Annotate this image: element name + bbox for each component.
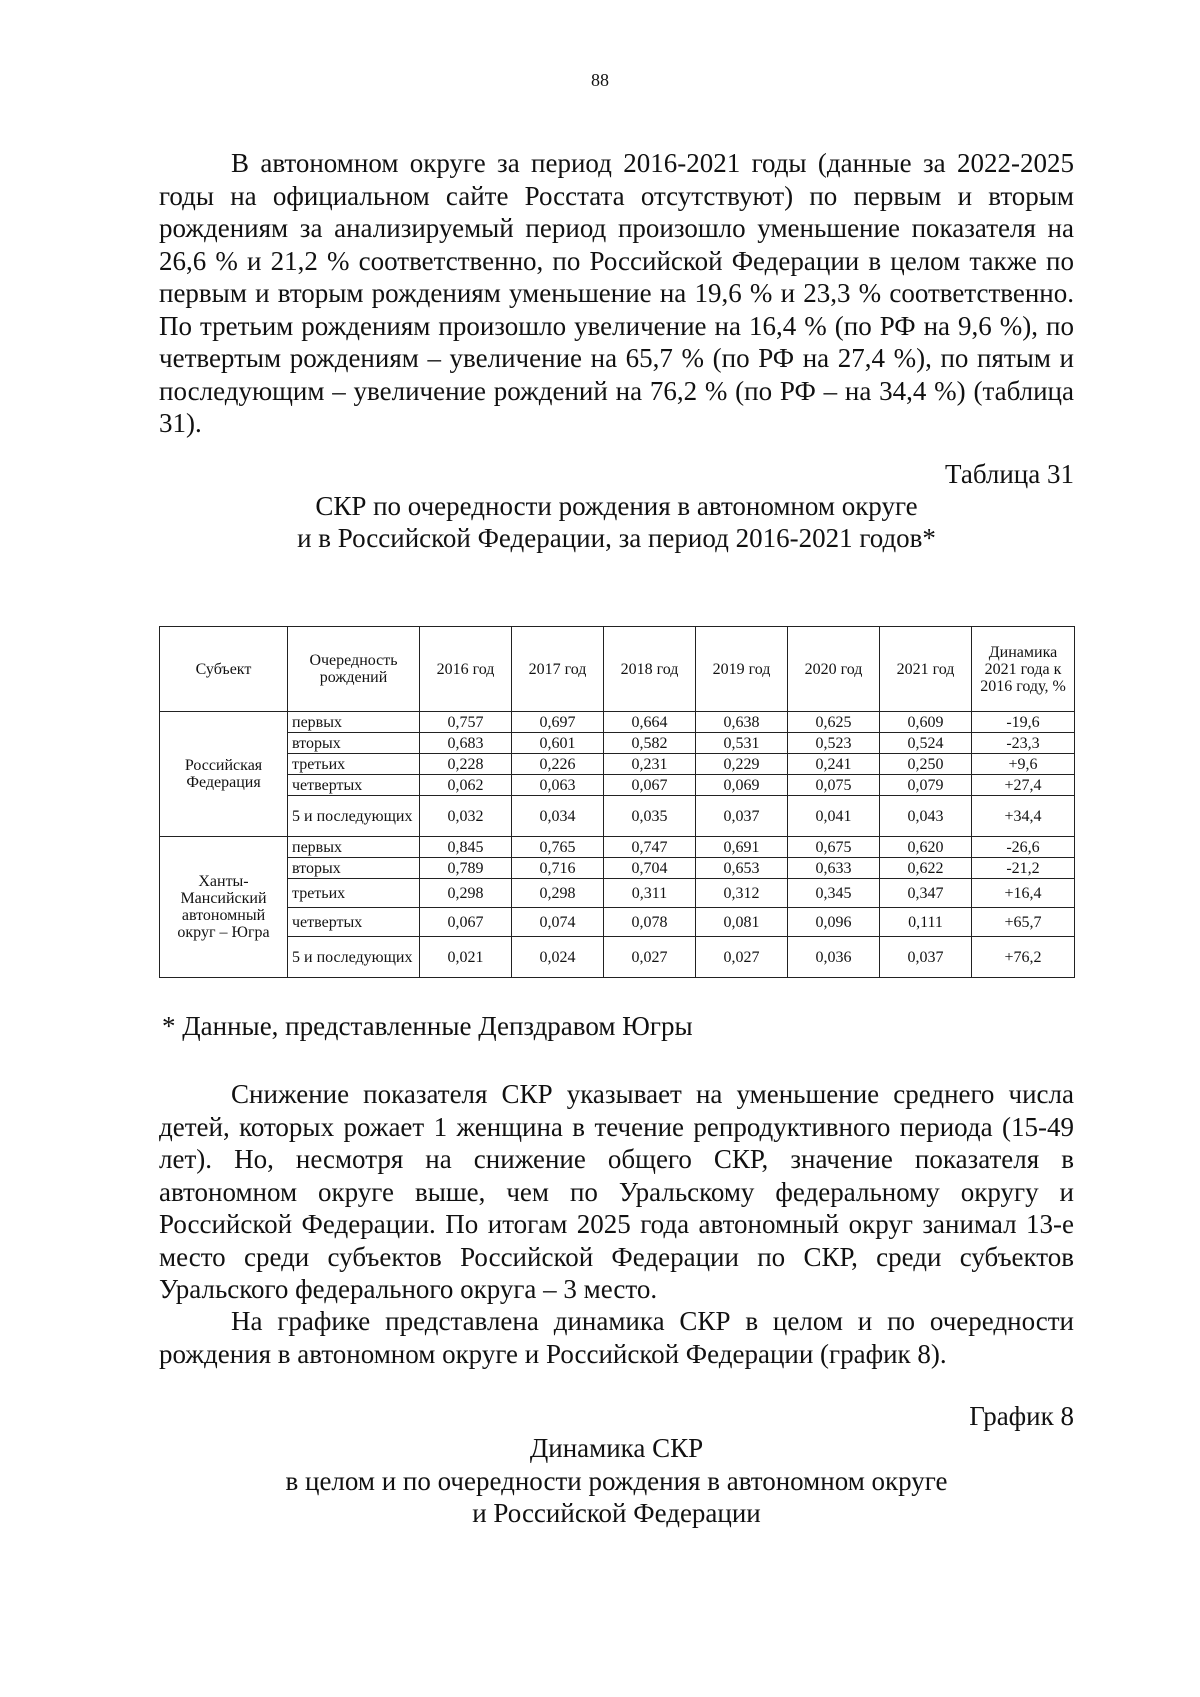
dynamics-cell: +9,6 [972, 754, 1075, 775]
dynamics-cell: -23,3 [972, 733, 1075, 754]
value-cell: 0,067 [604, 775, 696, 796]
value-cell: 0,311 [604, 879, 696, 908]
value-cell: 0,035 [604, 796, 696, 837]
table-row [160, 837, 1075, 858]
order-cell: четвертых [288, 775, 420, 796]
paragraph-analysis: Снижение показателя СКР указывает на уменьшение среднего числа детей, которых рожает 1 женщина в течение репродуктивного периода (15-49 лет). Но, несмотря на снижение общего СКР, значение показателя в автономном округе выше, чем по Уральскому федеральному округу и Российской Федерации. По итогам 2025 года автономный округ занимал 13-е место среди субъектов Российской Федерации по СКР, среди субъектов Уральского федерального округа – 3 место. [159, 1079, 1074, 1304]
column-header: 2021 год [880, 627, 972, 712]
column-header: 2019 год [696, 627, 788, 712]
value-cell: 0,622 [880, 858, 972, 879]
value-cell: 0,241 [788, 754, 880, 775]
value-cell: 0,032 [420, 796, 512, 837]
value-cell: 0,231 [604, 754, 696, 775]
value-cell: 0,524 [880, 733, 972, 754]
value-cell: 0,757 [420, 712, 512, 733]
value-cell: 0,229 [696, 754, 788, 775]
value-cell: 0,062 [420, 775, 512, 796]
value-cell: 0,250 [880, 754, 972, 775]
order-cell: третьих [288, 879, 420, 908]
table-row [160, 796, 1075, 837]
table-row [160, 937, 1075, 978]
value-cell: 0,691 [696, 837, 788, 858]
value-cell: 0,037 [880, 937, 972, 978]
table-row [160, 733, 1075, 754]
table-title-line2: и в Российской Федерации, за период 2016-2021 годов* [297, 523, 936, 553]
value-cell: 0,078 [604, 908, 696, 937]
dynamics-cell: +76,2 [972, 937, 1075, 978]
order-cell: третьих [288, 754, 420, 775]
table-row [160, 908, 1075, 937]
value-cell: 0,063 [512, 775, 604, 796]
subject-cell: Российская Федерация [160, 712, 288, 837]
column-header: Субъект [160, 627, 288, 712]
value-cell: 0,675 [788, 837, 880, 858]
table-label: Таблица 31 [945, 459, 1074, 489]
value-cell: 0,075 [788, 775, 880, 796]
order-cell: вторых [288, 858, 420, 879]
value-cell: 0,034 [512, 796, 604, 837]
value-cell: 0,067 [420, 908, 512, 937]
value-cell: 0,633 [788, 858, 880, 879]
value-cell: 0,069 [696, 775, 788, 796]
value-cell: 0,226 [512, 754, 604, 775]
value-cell: 0,531 [696, 733, 788, 754]
value-cell: 0,298 [420, 879, 512, 908]
order-cell: 5 и последующих [288, 796, 420, 837]
value-cell: 0,747 [604, 837, 696, 858]
value-cell: 0,037 [696, 796, 788, 837]
value-cell: 0,601 [512, 733, 604, 754]
value-cell: 0,079 [880, 775, 972, 796]
graph-label: График 8 [969, 1401, 1074, 1431]
value-cell: 0,111 [880, 908, 972, 937]
graph-title-line3: и Российской Федерации [472, 1498, 761, 1528]
value-cell: 0,620 [880, 837, 972, 858]
dynamics-cell: +27,4 [972, 775, 1075, 796]
value-cell: 0,523 [788, 733, 880, 754]
value-cell: 0,036 [788, 937, 880, 978]
value-cell: 0,704 [604, 858, 696, 879]
dynamics-cell: -26,6 [972, 837, 1075, 858]
column-header: 2020 год [788, 627, 880, 712]
order-cell: четвертых [288, 908, 420, 937]
table-row [160, 754, 1075, 775]
table-header-row [160, 627, 1075, 712]
value-cell: 0,021 [420, 937, 512, 978]
column-header: 2018 год [604, 627, 696, 712]
column-header: 2016 год [420, 627, 512, 712]
column-header: 2017 год [512, 627, 604, 712]
value-cell: 0,043 [880, 796, 972, 837]
column-header: Динамика 2021 года к 2016 году, % [972, 627, 1075, 712]
table-row [160, 775, 1075, 796]
dynamics-cell: +65,7 [972, 908, 1075, 937]
value-cell: 0,024 [512, 937, 604, 978]
value-cell: 0,096 [788, 908, 880, 937]
value-cell: 0,041 [788, 796, 880, 837]
order-cell: первых [288, 712, 420, 733]
value-cell: 0,347 [880, 879, 972, 908]
value-cell: 0,653 [696, 858, 788, 879]
value-cell: 0,312 [696, 879, 788, 908]
value-cell: 0,582 [604, 733, 696, 754]
column-header: Очередность рождений [288, 627, 420, 712]
order-cell: вторых [288, 733, 420, 754]
value-cell: 0,074 [512, 908, 604, 937]
value-cell: 0,027 [604, 937, 696, 978]
value-cell: 0,845 [420, 837, 512, 858]
value-cell: 0,789 [420, 858, 512, 879]
order-cell: первых [288, 837, 420, 858]
value-cell: 0,228 [420, 754, 512, 775]
value-cell: 0,765 [512, 837, 604, 858]
graph-title-line2: в целом и по очередности рождения в автономном округе [285, 1466, 948, 1496]
table-title-line1: СКР по очередности рождения в автономном округе [315, 491, 918, 521]
table-footnote: * Данные, представленные Депздравом Югры [162, 1011, 693, 1041]
graph-title-line1: Динамика СКР [529, 1433, 704, 1463]
dynamics-cell: +34,4 [972, 796, 1075, 837]
dynamics-cell: +16,4 [972, 879, 1075, 908]
value-cell: 0,625 [788, 712, 880, 733]
value-cell: 0,697 [512, 712, 604, 733]
value-cell: 0,638 [696, 712, 788, 733]
paragraph-graph-intro: На графике представлена динамика СКР в целом и по очередности рождения в автономном округе и Российской Федерации (график 8). [159, 1306, 1074, 1369]
page-number: 88 [591, 70, 609, 90]
value-cell: 0,081 [696, 908, 788, 937]
paragraph-intro: В автономном округе за период 2016-2021 годы (данные за 2022-2025 годы на официальном сайте Росстата отсутствуют) по первым и вторым рождениям за анализируемый период произошло уменьшение показателя на 26,6 % и 21,2 % соответственно, по Российской Федерации в целом также по первым и вторым рождениям уменьшение на 19,6 % и 23,3 % соответственно. По третьим рождениям произошло увеличение на 16,4 % (по РФ на 9,6 %), по четвертым рождениям – увеличение на 65,7 % (по РФ на 27,4 %), по пятым и последующим – увеличение рождений на 76,2 % (по РФ – на 34,4 %) (таблица 31). [159, 148, 1074, 438]
value-cell: 0,345 [788, 879, 880, 908]
table-row [160, 879, 1075, 908]
value-cell: 0,298 [512, 879, 604, 908]
table-row [160, 858, 1075, 879]
value-cell: 0,716 [512, 858, 604, 879]
value-cell: 0,683 [420, 733, 512, 754]
dynamics-cell: -19,6 [972, 712, 1075, 733]
value-cell: 0,027 [696, 937, 788, 978]
dynamics-cell: -21,2 [972, 858, 1075, 879]
order-cell: 5 и последующих [288, 937, 420, 978]
value-cell: 0,609 [880, 712, 972, 733]
data-table [159, 626, 1075, 978]
subject-cell: Ханты-Мансийский автономный округ – Югра [160, 837, 288, 978]
value-cell: 0,664 [604, 712, 696, 733]
table-row [160, 712, 1075, 733]
